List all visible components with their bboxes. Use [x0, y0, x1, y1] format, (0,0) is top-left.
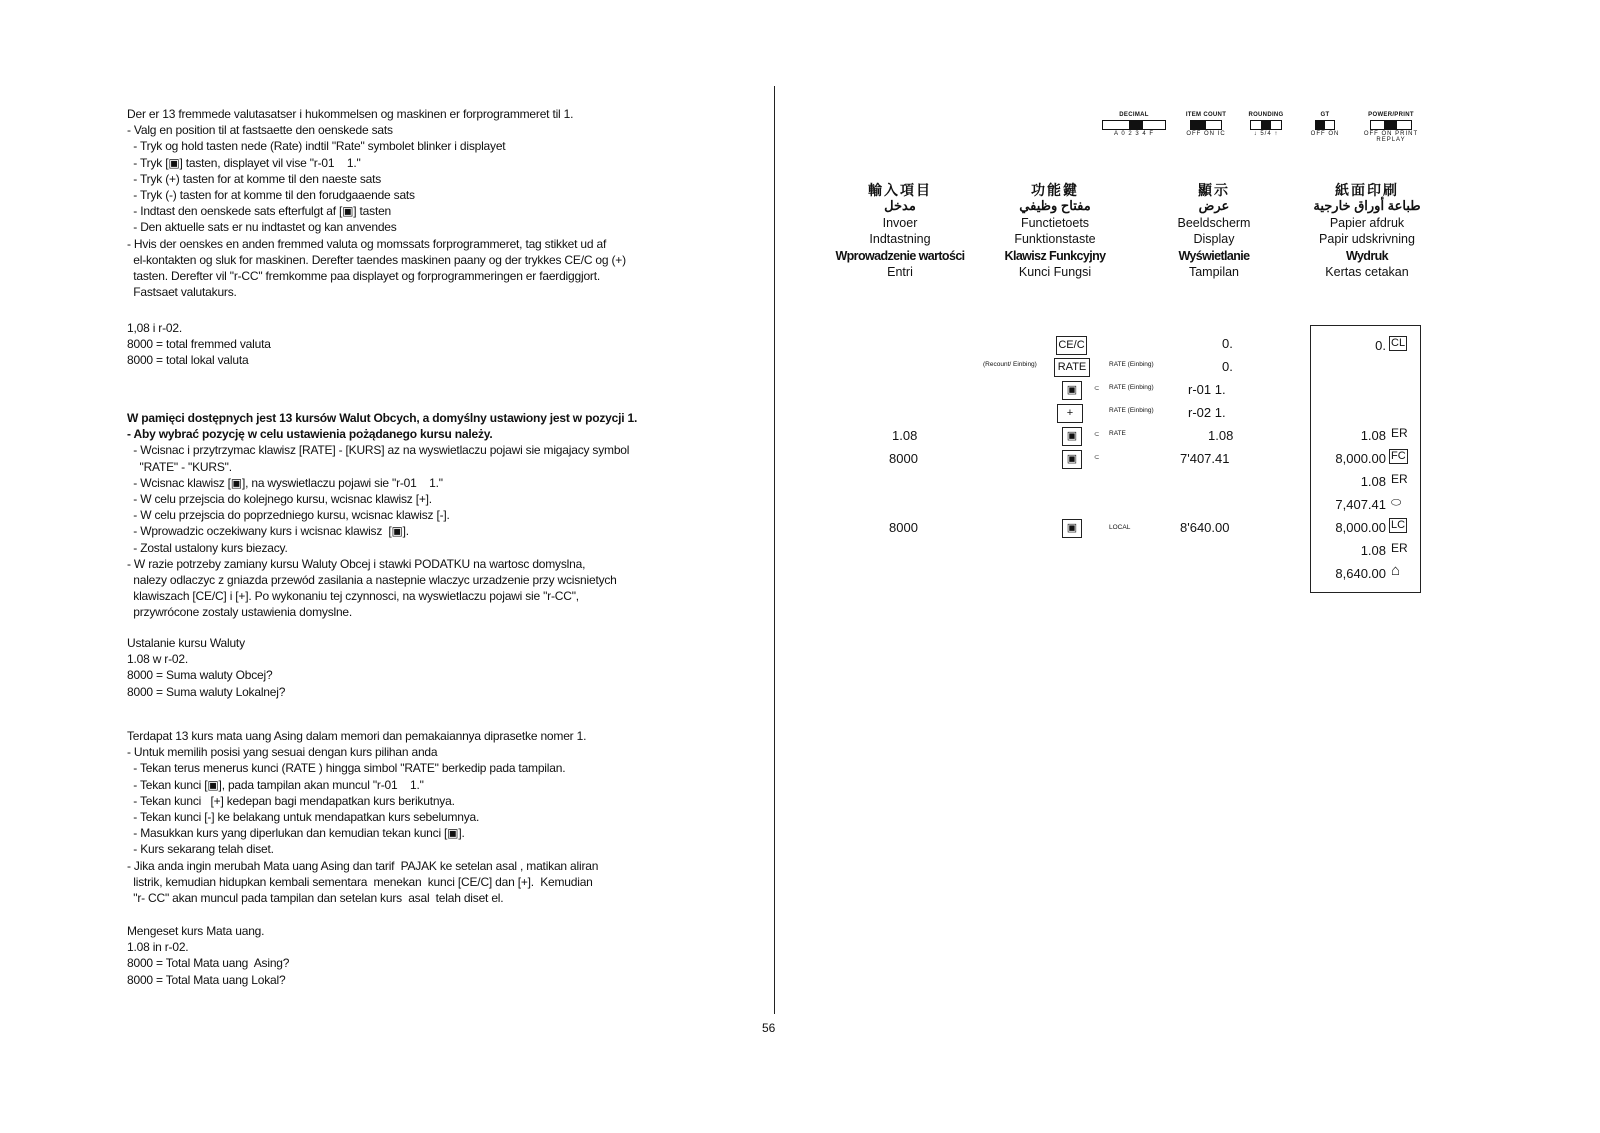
switch-label: ITEM COUNT — [1185, 112, 1227, 118]
switch-ticks: OFF ON IC — [1186, 131, 1226, 137]
text-line: 8000 = total fremmed valuta — [127, 337, 271, 352]
tape-value: 8,000.00 — [1335, 520, 1386, 535]
header-function-key: 功能鍵 مفتاح وظيفي Functietoets Funktionstaste Klawisz Funkcyjny Kunci Fungsi — [1004, 182, 1106, 280]
key-memory: ▣ — [1062, 450, 1082, 469]
text-line: - Tekan kunci [-] ke belakang untuk mendapatkan kurs sebelumnya. — [127, 810, 480, 825]
text-line: Fastsaet valutakurs. — [127, 285, 237, 300]
text-line: nalezy odlaczyc z gniazda przewód zasilania a nastepnie wlaczyc urzadzenie przy wcisnietych — [127, 573, 617, 588]
tape-symbol: FC — [1391, 450, 1406, 462]
text-line: - W celu przejscia do poprzedniego kursu, wcisnac klawisz [-]. — [127, 508, 450, 523]
key-suffix: ⊂ — [1094, 385, 1100, 392]
text-line: - Zostal ustalony kurs biezacy. — [127, 540, 288, 555]
tape-value: 1.08 — [1360, 474, 1386, 489]
key-cec: CE/C — [1056, 336, 1087, 355]
tape-symbol: ⬭ — [1391, 495, 1402, 509]
entry-value: 8000 — [889, 451, 918, 466]
section-heading: - Aby wybrać pozycję w celu ustawienia pożądanego kursu należy. — [127, 427, 493, 442]
text-line: - Tryk (+) tasten for at komme til den naeste sats — [127, 171, 382, 186]
display-value: 0. — [1222, 336, 1233, 351]
key-suffix: RATE (Einbing) — [1109, 384, 1154, 391]
text-line: 8000 = Suma waluty Obcej? — [127, 668, 273, 683]
text-line: Terdapat 13 kurs mata uang Asing dalam memori dan pemakaiannya diprasetke nomer 1. — [127, 729, 587, 743]
display-value: 7'407.41 — [1180, 451, 1230, 466]
display-value: 0. — [1222, 359, 1233, 374]
tape-value: 8,000.00 — [1335, 451, 1386, 466]
text-line: - Tekan kunci [+] kedepan bagi mendapatkan kurs berikutnya. — [127, 793, 455, 808]
text-line: - Den aktuelle sats er nu indtastet og kan anvendes — [127, 220, 397, 235]
text-line: - W celu przejscia do kolejnego kursu, wcisnac klawisz [+]. — [127, 492, 432, 507]
text-line: klawiszach [CE/C] i [+]. Po wykonaniu tej czynnosci, na wyswietlaczu pojawi sie "r-CC", — [127, 589, 579, 604]
text-line: listrik, kemudian hidupkan kembali sementara menekan kunci [CE/C] dan [+]. Kemudian — [127, 874, 593, 889]
danish-example — [127, 320, 271, 369]
page-number: 56 — [762, 1021, 776, 1035]
key-memory: ▣ — [1062, 519, 1082, 538]
text-line: - Tryk (-) tasten for at komme til den forudgaaende sats — [127, 188, 415, 203]
text-line: - Jika anda ingin merubah Mata uang Asing dan tarif PAJAK ke setelan asal , matikan aliran — [127, 858, 599, 873]
rounding-switch — [1244, 112, 1288, 137]
tape-symbol: CL — [1391, 337, 1406, 349]
text-line: - Wcisnac klawisz [▣], na wyswietlaczu pojawi sie "r-01 1." — [127, 475, 443, 490]
text-line: - Wcisnac i przytrzymac klawisz [RATE] - [KURS] az na wyswietlaczu pojawi sie migajacy symbol — [127, 443, 630, 458]
switch-label: ROUNDING — [1248, 112, 1284, 118]
tape-symbol: ER — [1391, 426, 1408, 440]
text-line: - Tryk [▣] tasten, displayet vil vise "r-01 1." — [127, 155, 361, 170]
polish-example — [127, 635, 285, 700]
entry-value: 1.08 — [892, 428, 918, 443]
tape-symbol: ER — [1391, 541, 1408, 555]
key-suffix: LOCAL — [1109, 524, 1131, 531]
text-line: - Indtast den oenskede sats efterfulgt af [▣] tasten — [127, 204, 392, 219]
danish-section — [127, 106, 626, 300]
text-line: "r- CC" akan muncul pada tampilan dan setelan kurs asal telah diset el. — [127, 891, 504, 906]
text-line: "RATE" - "KURS". — [127, 459, 232, 474]
text-line: Ustalanie kursu Waluty — [127, 636, 245, 650]
tape-value: 1.08 — [1360, 543, 1386, 558]
text-line: - Tryk og hold tasten nede (Rate) indtil "Rate" symbolet blinker i displayet — [127, 139, 506, 154]
text-line: - Kurs sekarang telah diset. — [127, 842, 274, 857]
header-display: 顯示 عرض Beeldscherm Display Wyświetlanie Tampilan — [1177, 182, 1251, 280]
switch-ticks: OFF ON — [1310, 131, 1340, 137]
key-prefix: (Recount/ Einbing) — [983, 361, 1037, 368]
switch-ticks: ↓ 5/4 ↑ — [1253, 131, 1279, 137]
power-print-switch — [1358, 112, 1424, 143]
text-line: 1.08 w r-02. — [127, 652, 188, 667]
header-paper: 紙面印刷 طباعة أوراق خارجية Papier afdruk Papir udskrivning Wydruk Kertas cetakan — [1313, 182, 1421, 280]
text-line: - Tekan terus menerus kunci (RATE ) hingga simbol "RATE" berkedip pada tampilan. — [127, 761, 566, 776]
text-line: - Untuk memilih posisi yang sesuai dengan kurs pilihan anda — [127, 745, 438, 760]
key-suffix: RATE — [1109, 430, 1126, 437]
text-line: Der er 13 fremmede valutasatser i hukommelsen og maskinen er forprogrammeret til 1. — [127, 107, 574, 121]
tape-symbol: ER — [1391, 472, 1408, 486]
display-value: r-02 1. — [1188, 405, 1226, 420]
paper-tape — [1310, 325, 1421, 593]
text-line: 8000 = Total Mata uang Lokal? — [127, 972, 286, 987]
indonesian-section — [127, 728, 598, 906]
gt-switch — [1310, 112, 1340, 137]
text-line: - Wprowadzic oczekiwany kurs i wcisnac klawisz [▣]. — [127, 524, 409, 539]
text-line: - Hvis der oenskes en anden fremmed valuta og momssats forprogrammeret, tag stikket ud af — [127, 236, 607, 251]
section-heading: W pamięci dostępnych jest 13 kursów Walut Obcych, a domyślny ustawiony jest w pozycji 1. — [127, 411, 638, 425]
switch-ticks: OFF ON PRINT — [1363, 131, 1419, 137]
switch-label: DECIMAL — [1119, 112, 1149, 118]
text-line: el-kontakten og sluk for maskinen. Derefter taendes maskinen paany og der trykkes CE/C og (+) — [127, 252, 626, 267]
switch-label: GT — [1320, 112, 1330, 118]
tape-symbol: ⌂ — [1391, 562, 1401, 579]
page-divider — [774, 86, 775, 1014]
text-line: - W razie potrzeby zamiany kursu Waluty Obcej i stawki PODATKU na wartosc domyslna, — [127, 556, 586, 571]
switch-sublabel: REPLAY — [1376, 137, 1406, 143]
text-line: tasten. Derefter vil "r-CC" fremkomme paa displayet og forprogrammeringen er faerdiggjort. — [127, 269, 600, 284]
text-line: - Masukkan kurs yang diperlukan dan kemudian tekan kunci [▣]. — [127, 826, 465, 841]
text-line: - Tekan kunci [▣], pada tampilan akan muncul "r-01 1." — [127, 777, 424, 792]
text-line: - Valg en position til at fastsaette den oenskede sats — [127, 123, 393, 138]
item-count-switch — [1182, 112, 1230, 137]
text-line: 1.08 in r-02. — [127, 940, 189, 955]
tape-value: 0. — [1375, 338, 1386, 353]
switch-ticks: A 0 2 3 4 F — [1113, 131, 1155, 137]
key-suffix: ⊂ — [1094, 454, 1100, 461]
header-entry: 輸入項目 مدخل Invoer Indtastning Wprowadzenie wartości Entri — [835, 182, 965, 280]
key-rate: RATE — [1054, 358, 1090, 377]
tape-symbol: LC — [1391, 519, 1406, 531]
text-line: przywrócone zostaly ustawienia domyslne. — [127, 605, 353, 620]
entry-value: 8000 — [889, 520, 918, 535]
text-line: Mengeset kurs Mata uang. — [127, 924, 265, 938]
indonesian-example — [127, 923, 289, 988]
display-value: 1.08 — [1208, 428, 1234, 443]
display-value: 8'640.00 — [1180, 520, 1230, 535]
text-line: 8000 = total lokal valuta — [127, 353, 249, 368]
decimal-switch — [1100, 112, 1168, 137]
switch-label: POWER/PRINT — [1368, 112, 1414, 118]
key-memory: ▣ — [1062, 381, 1082, 400]
key-suffix: RATE (Einbing) — [1109, 361, 1154, 368]
key-suffix: ⊂ — [1094, 431, 1100, 438]
tape-value: 7,407.41 — [1335, 497, 1386, 512]
text-line: 1,08 i r-02. — [127, 321, 182, 335]
key-suffix: RATE (Einbing) — [1109, 407, 1154, 414]
display-value: r-01 1. — [1188, 382, 1226, 397]
polish-section — [127, 410, 637, 621]
text-line: 8000 = Suma waluty Lokalnej? — [127, 684, 286, 699]
text-line: 8000 = Total Mata uang Asing? — [127, 956, 290, 971]
key-memory: ▣ — [1062, 427, 1082, 446]
key-plus: + — [1057, 404, 1083, 423]
tape-value: 8,640.00 — [1335, 566, 1386, 581]
tape-value: 1.08 — [1360, 428, 1386, 443]
